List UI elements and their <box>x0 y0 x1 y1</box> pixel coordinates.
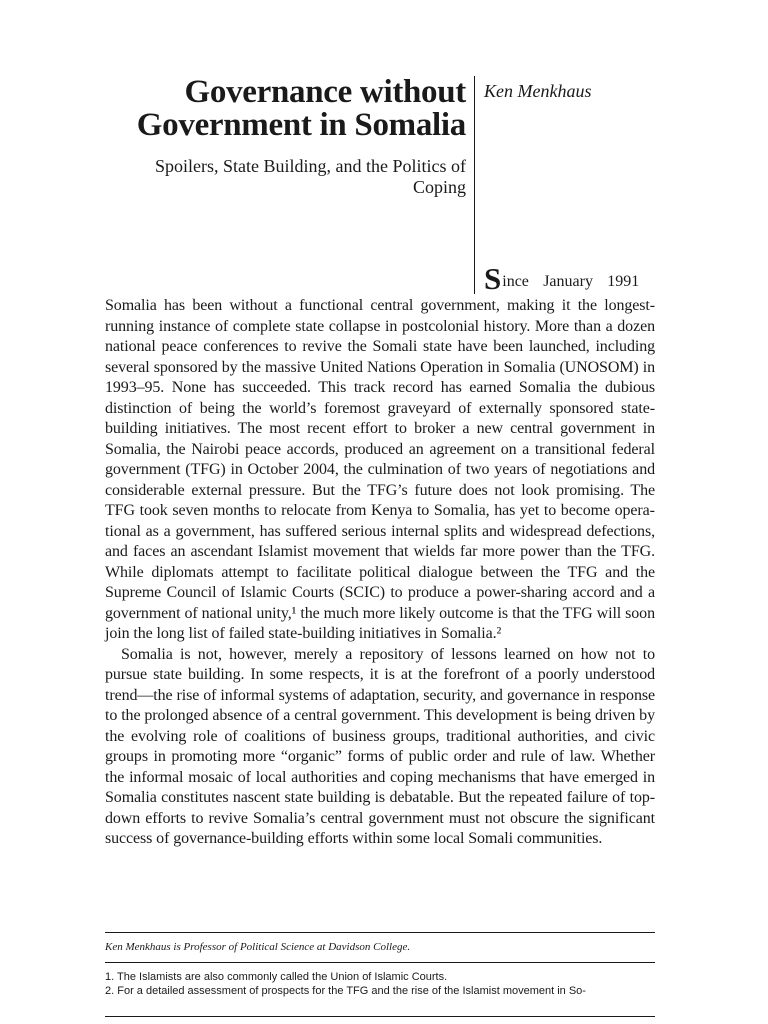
footnote-divider <box>105 962 655 963</box>
article-subtitle: Spoilers, State Building, and the Politics of Coping <box>155 156 466 197</box>
title-block <box>120 76 466 198</box>
article-title: Governance without Government in Somalia <box>136 74 466 143</box>
footnote: 1. The Islamists are also commonly called the Union of Islamic Courts. <box>105 971 448 983</box>
page-bottom-rule <box>105 1016 655 1017</box>
footnote: 2. For a detailed assessment of prospects for the TFG and the rise of the Islamist movement in So- <box>105 985 586 997</box>
body-paragraph: Somalia has been without a functional central government, making it the longest-running instance of complete state collapse in postcolonial history. More than a dozen national peace conferences to revive the Somali state have been launched, including several sponsored by the massive United Nations Operation in Somalia (UNOSOM) in 1993–95. None has succeeded. This track record has earned Somalia the dubious distinction of being the world’s foremost graveyard of externally sponsored state-building initiatives. The most recent effort to broker a new central government in Somalia, the Nairobi peace accords, produced an agreement on a transitional federal government (TFG) in October 2004, the culmination of two years of negotiations and considerable external pressure. But the TFG’s future does not look promising. The TFG took seven months to relocate from Kenya to Somalia, has yet to become operational as a government, has suffered serious internal splits and widespread defections, and faces an ascendant Islamist movement that wields far more power than the TFG. While diplomats attempt to facilitate political dialogue between the TFG and the Supreme Council of Islamic Courts (SCIC) to produce a power-sharing accord and a government of national unity,¹ the much more likely outcome is that the TFG will soon join the long list of failed state-building initiatives in Somalia.² <box>105 297 655 642</box>
footnotes <box>105 970 655 998</box>
article-body <box>105 296 655 850</box>
author-affiliation: Ken Menkhaus is Professor of Political Science at Davidson College. <box>105 941 411 953</box>
title-divider <box>474 76 475 294</box>
body-paragraph: Somalia is not, however, merely a repository of lessons learned on how not to pursue state building. In some respects, it is at the forefront of a poorly understood trend—the rise of informal systems of adaptation, security, and governance in response to the prolonged absence of a central government. This development is being driven by the evolving role of coalitions of business groups, traditional authorities, and civic groups in promoting more “organic” forms of public order and rule of law. Whether the informal mosaic of local authorities and coping mechanisms that have emerged in Somalia constitutes nascent state building is debatable. But the repeated failure of top-down efforts to revive Somalia’s central government must not obscure the significant success of governance-building efforts within some local Somali communities. <box>105 645 655 847</box>
opening-words: ince January 1991 <box>502 273 640 290</box>
author-name: Ken Menkhaus <box>484 81 592 101</box>
footnote-divider <box>105 932 655 933</box>
opening-line <box>484 261 654 296</box>
drop-cap: S <box>484 261 502 296</box>
